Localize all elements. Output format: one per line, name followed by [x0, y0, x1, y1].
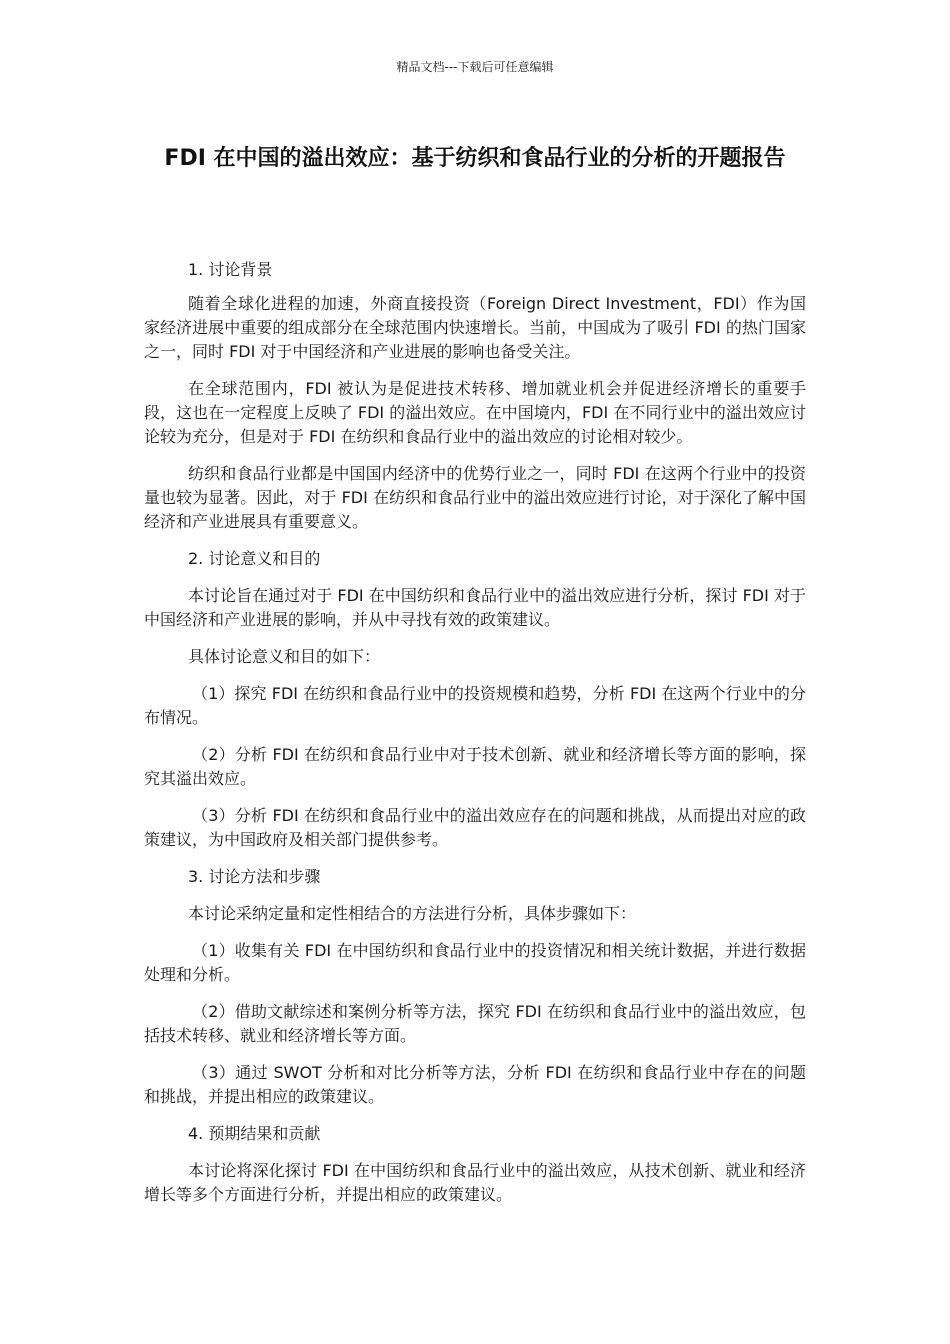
document-body [144, 258, 806, 1217]
list-item: （3）通过 SWOT 分析和对比分析等方法，分析 FDI 在纺织和食品行业中存在的问题和挑战，并提出相应的政策建议。 [144, 1063, 806, 1106]
paragraph: 本讨论将深化探讨 FDI 在中国纺织和食品行业中的溢出效应，从技术创新、就业和经济增长等多个方面进行分析，并提出相应的政策建议。 [144, 1161, 806, 1204]
paragraph: 随着全球化进程的加速，外商直接投资（Foreign Direct Investment，FDI）作为国家经济进展中重要的组成部分在全球范围内快速增长。当前，中国成为了吸引 FDI 的热门国家之一，同时 FDI 对于中国经济和产业进展的影响也备受关注。 [144, 294, 806, 361]
list-item: （1）探究 FDI 在纺织和食品行业中的投资规模和趋势，分析 FDI 在这两个行业中的分布情况。 [144, 684, 806, 727]
section-heading-results: 4. 预期结果和贡献 [188, 1124, 321, 1143]
list-item: （2）分析 FDI 在纺织和食品行业中对于技术创新、就业和经济增长等方面的影响，探究其溢出效应。 [144, 745, 806, 788]
paragraph: 本讨论旨在通过对于 FDI 在中国纺织和食品行业中的溢出效应进行分析，探讨 FDI 对于中国经济和产业进展的影响，并从中寻找有效的政策建议。 [144, 586, 806, 629]
paragraph: 本讨论采纳定量和定性相结合的方法进行分析，具体步骤如下： [188, 904, 637, 923]
list-item: （3）分析 FDI 在纺织和食品行业中的溢出效应存在的问题和挑战，从而提出对应的政策建议，为中国政府及相关部门提供参考。 [144, 806, 806, 849]
section-heading-purpose: 2. 讨论意义和目的 [188, 549, 321, 568]
section-heading-methods: 3. 讨论方法和步骤 [188, 867, 321, 886]
list-item: （2）借助文献综述和案例分析等方法，探究 FDI 在纺织和食品行业中的溢出效应，包括技术转移、就业和经济增长等方面。 [144, 1002, 806, 1045]
list-item: （1）收集有关 FDI 在中国纺织和食品行业中的投资情况和相关统计数据，并进行数据处理和分析。 [144, 941, 806, 984]
paragraph: 在全球范围内，FDI 被认为是促进技术转移、增加就业机会并促进经济增长的重要手段，这也在一定程度上反映了 FDI 的溢出效应。在中国境内，FDI 在不同行业中的溢出效应讨论较为充分，但是对于 FDI 在纺织和食品行业中的溢出效应的讨论相对较少。 [144, 379, 806, 446]
document-title: FDI 在中国的溢出效应：基于纺织和食品行业的分析的开题报告 [164, 146, 786, 171]
paragraph: 具体讨论意义和目的如下： [188, 647, 381, 666]
section-heading-background: 1. 讨论背景 [188, 260, 273, 279]
header-note: 精品文档---下载后可任意编辑 [396, 60, 554, 74]
paragraph: 纺织和食品行业都是中国国内经济中的优势行业之一，同时 FDI 在这两个行业中的投资量也较为显著。因此，对于 FDI 在纺织和食品行业中的溢出效应进行讨论，对于深化了解中国经济和产业进展具有重要意义。 [144, 464, 806, 531]
